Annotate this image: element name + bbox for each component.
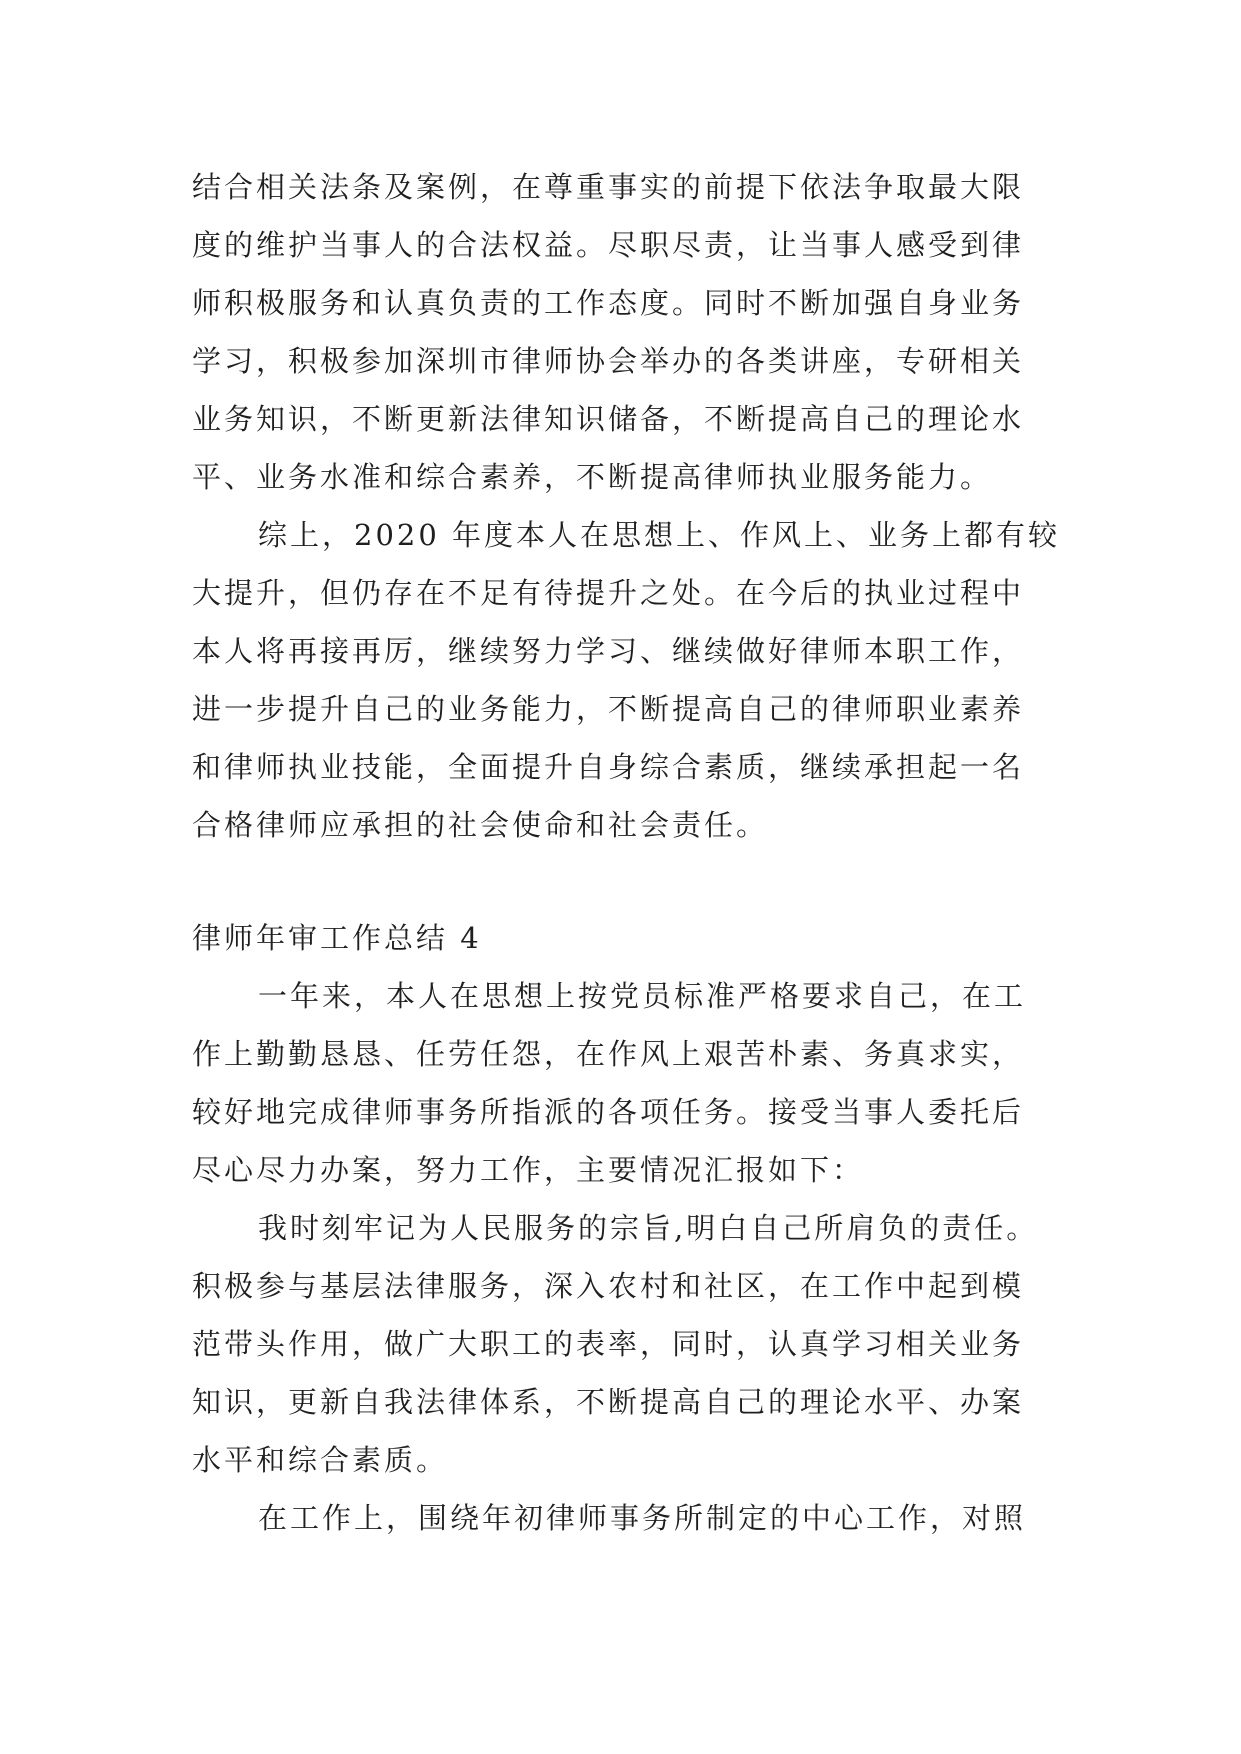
text-line: 水平和综合素质。: [192, 1443, 449, 1477]
text-line: 平、业务水准和综合素养，不断提高律师执业服务能力。: [192, 460, 993, 494]
paragraph-service: [192, 1199, 1052, 1489]
section-heading: [192, 909, 1052, 967]
text-line: 大提升，但仍存在不足有待提升之处。在今后的执业过程中: [192, 576, 1025, 610]
text-line: 尽心尽力办案，努力工作，主要情况汇报如下：: [192, 1153, 865, 1187]
text-line: 度的维护当事人的合法权益。尽职尽责，让当事人感受到律: [192, 228, 1025, 262]
text-line: 较好地完成律师事务所指派的各项任务。接受当事人委托后: [192, 1095, 1025, 1129]
text-line: 在工作上，围绕年初律师事务所制定的中心工作，对照: [258, 1501, 1027, 1535]
text-line: 我时刻牢记为人民服务的宗旨,明白自己所肩负的责任。: [258, 1211, 1039, 1245]
text-line: 和律师执业技能，全面提升自身综合素质，继续承担起一名: [192, 750, 1025, 784]
text-line: 业务知识，不断更新法律知识储备，不断提高自己的理论水: [192, 402, 1025, 436]
paragraph-summary: [192, 506, 1061, 854]
text-line: 进一步提升自己的业务能力，不断提高自己的律师职业素养: [192, 692, 1025, 726]
section-heading-text: 律师年审工作总结 4: [192, 921, 482, 955]
text-line: 本人将再接再厉，继续努力学习、继续做好律师本职工作，: [192, 634, 1025, 668]
text-line: 学习，积极参加深圳市律师协会举办的各类讲座，专研相关: [192, 344, 1025, 378]
paragraph-continued: [192, 158, 1052, 506]
text-line: 知识，更新自我法律体系，不断提高自己的理论水平、办案: [192, 1385, 1025, 1419]
text-line: 作上勤勤恳恳、任劳任怨，在作风上艰苦朴素、务真求实，: [192, 1037, 1025, 1071]
paragraph-intro: [192, 967, 1052, 1199]
paragraph-work: [192, 1489, 1052, 1547]
text-line: 综上，2020 年度本人在思想上、作风上、业务上都有较: [258, 518, 1061, 552]
text-line: 师积极服务和认真负责的工作态度。同时不断加强自身业务: [192, 286, 1025, 320]
text-line: 结合相关法条及案例，在尊重事实的前提下依法争取最大限: [192, 170, 1025, 204]
text-line: 积极参与基层法律服务，深入农村和社区，在工作中起到模: [192, 1269, 1025, 1303]
text-line: 一年来，本人在思想上按党员标准严格要求自己，在工: [258, 979, 1027, 1013]
text-line: 范带头作用，做广大职工的表率，同时，认真学习相关业务: [192, 1327, 1025, 1361]
text-line: 合格律师应承担的社会使命和社会责任。: [192, 808, 769, 842]
